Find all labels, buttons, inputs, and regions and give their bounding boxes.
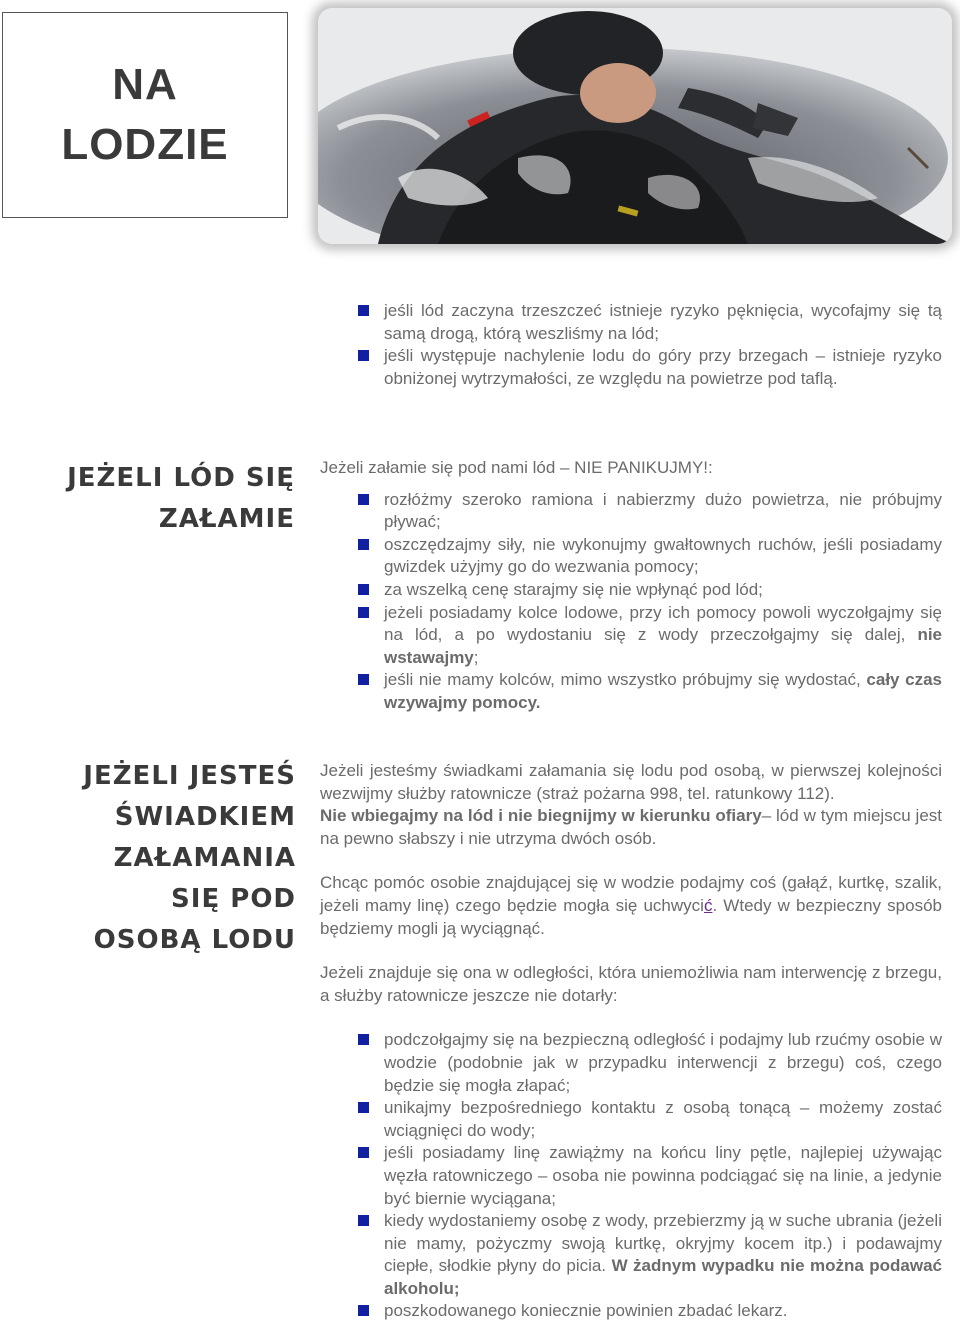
list-item: jeśli występuje nachylenie lodu do góry przy brzegach – istnieje ryzyko obniżonej wytrzymałości, ze względu na powietrze pod taflą. (320, 345, 942, 390)
square-bullet-icon (358, 539, 369, 550)
list-item: unikajmy bezpośredniego kontaktu z osobą tonącą – możemy zostać wciągnięci do wody; (320, 1097, 942, 1142)
list-item: poszkodowanego koniecznie powinien zbadać lekarz. (320, 1300, 942, 1323)
list-item: jeśli lód zaczyna trzeszczeć istnieje ryzyko pęknięcia, wycofajmy się tą samą drogą, którą weszliśmy na lód; (320, 300, 942, 345)
section-lead: Jeżeli załamie się pod nami lód – NIE PANIKUJMY!: (320, 458, 713, 477)
square-bullet-icon (358, 1034, 369, 1045)
square-bullet-icon (358, 584, 369, 595)
list-item: podczołgajmy się na bezpieczną odległość i podajmy lub rzućmy osobie w wodzie (podobnie jak w przypadku interwencji z brzegu) coś, czego będzie się mogła złapać; (320, 1029, 942, 1097)
list-item: za wszelką cenę starajmy się nie wpłynąć pod lód; (320, 579, 942, 602)
square-bullet-icon (358, 607, 369, 618)
witness-paragraph-3: Chcąc pomóc osobie znajdującej się w wodzie podajmy coś (gałąź, kurtkę, szalik, jeżeli mamy linę) czego będzie mogła się uchwycić. Wtedy w bezpieczny sposób będziemy mogli ją wyciągnąć. (320, 873, 942, 938)
title-line-1: NA (112, 60, 178, 109)
list-item: jeśli posiadamy linę zawiążmy na końcu liny pętle, najlepiej używając węzła ratowniczego – osoba nie powinna podciągać się na linie, a jedynie być biernie wyciągana; (320, 1142, 942, 1210)
intro-list (320, 300, 942, 390)
square-bullet-icon (358, 350, 369, 361)
square-bullet-icon (358, 1147, 369, 1158)
square-bullet-icon (358, 494, 369, 505)
list-item: jeśli nie mamy kolców, mimo wszystko próbujmy się wydostać, cały czas wzywajmy pomocy. (320, 669, 942, 714)
list-item: kiedy wydostaniemy osobę z wody, przebierzmy ją w suche ubrania (jeżeli nie mamy, pożyczmy swoją kurtkę, okryjmy kocem itp.) i podawajmy ciepłe, słodkie płyny do picia. W żadnym wypadku nie można podawać alkoholu; (320, 1210, 942, 1300)
section-witness (320, 760, 942, 1323)
square-bullet-icon (358, 674, 369, 685)
intro-section (320, 300, 942, 390)
square-bullet-icon (358, 305, 369, 316)
list-item: rozłóżmy szeroko ramiona i nabierzmy dużo powietrza, nie próbujmy pływać; (320, 489, 942, 534)
title-box (2, 12, 288, 218)
ice-breaks-list (320, 489, 942, 715)
section-heading-ice-breaks: JEŻELI LÓD SIĘ ZAŁAMIE (67, 463, 295, 534)
witness-paragraph-4: Jeżeli znajduje się ona w odległości, która uniemożliwia nam interwencję z brzegu, a służby ratownicze jeszcze nie dotarły: (320, 963, 942, 1005)
title-line-2: LODZIE (61, 120, 229, 169)
section-ice-breaks (320, 457, 942, 715)
section-heading-witness: JEŻELI JESTEŚ ŚWIADKIEM ZAŁAMANIA SIĘ POD OSOBĄ LODU (83, 761, 296, 955)
witness-paragraph-1: Jeżeli jesteśmy świadkami załamania się lodu pod osobą, w pierwszej kolejności wezwijmy służby ratownicze (straż pożarna 998, tel. ratunkowy 112). (320, 761, 942, 803)
ice-rescue-illustration (318, 8, 952, 244)
square-bullet-icon (358, 1102, 369, 1113)
ice-rescue-photo (318, 8, 952, 244)
square-bullet-icon (358, 1215, 369, 1226)
list-item: jeżeli posiadamy kolce lodowe, przy ich pomocy powoli wyczołgajmy się na lód, a po wydostaniu się z wody przeczołgajmy się dalej, nie wstawajmy; (320, 602, 942, 670)
witness-list (320, 1029, 942, 1323)
list-item: oszczędzajmy siły, nie wykonujmy gwałtownych ruchów, jeśli posiadamy gwizdek użyjmy go do wezwania pomocy; (320, 534, 942, 579)
square-bullet-icon (358, 1305, 369, 1316)
witness-paragraph-2: Nie wbiegajmy na lód i nie biegnijmy w kierunku ofiary– lód w tym miejscu jest na pewno słabszy i nie utrzyma dwóch osób. (320, 806, 942, 848)
